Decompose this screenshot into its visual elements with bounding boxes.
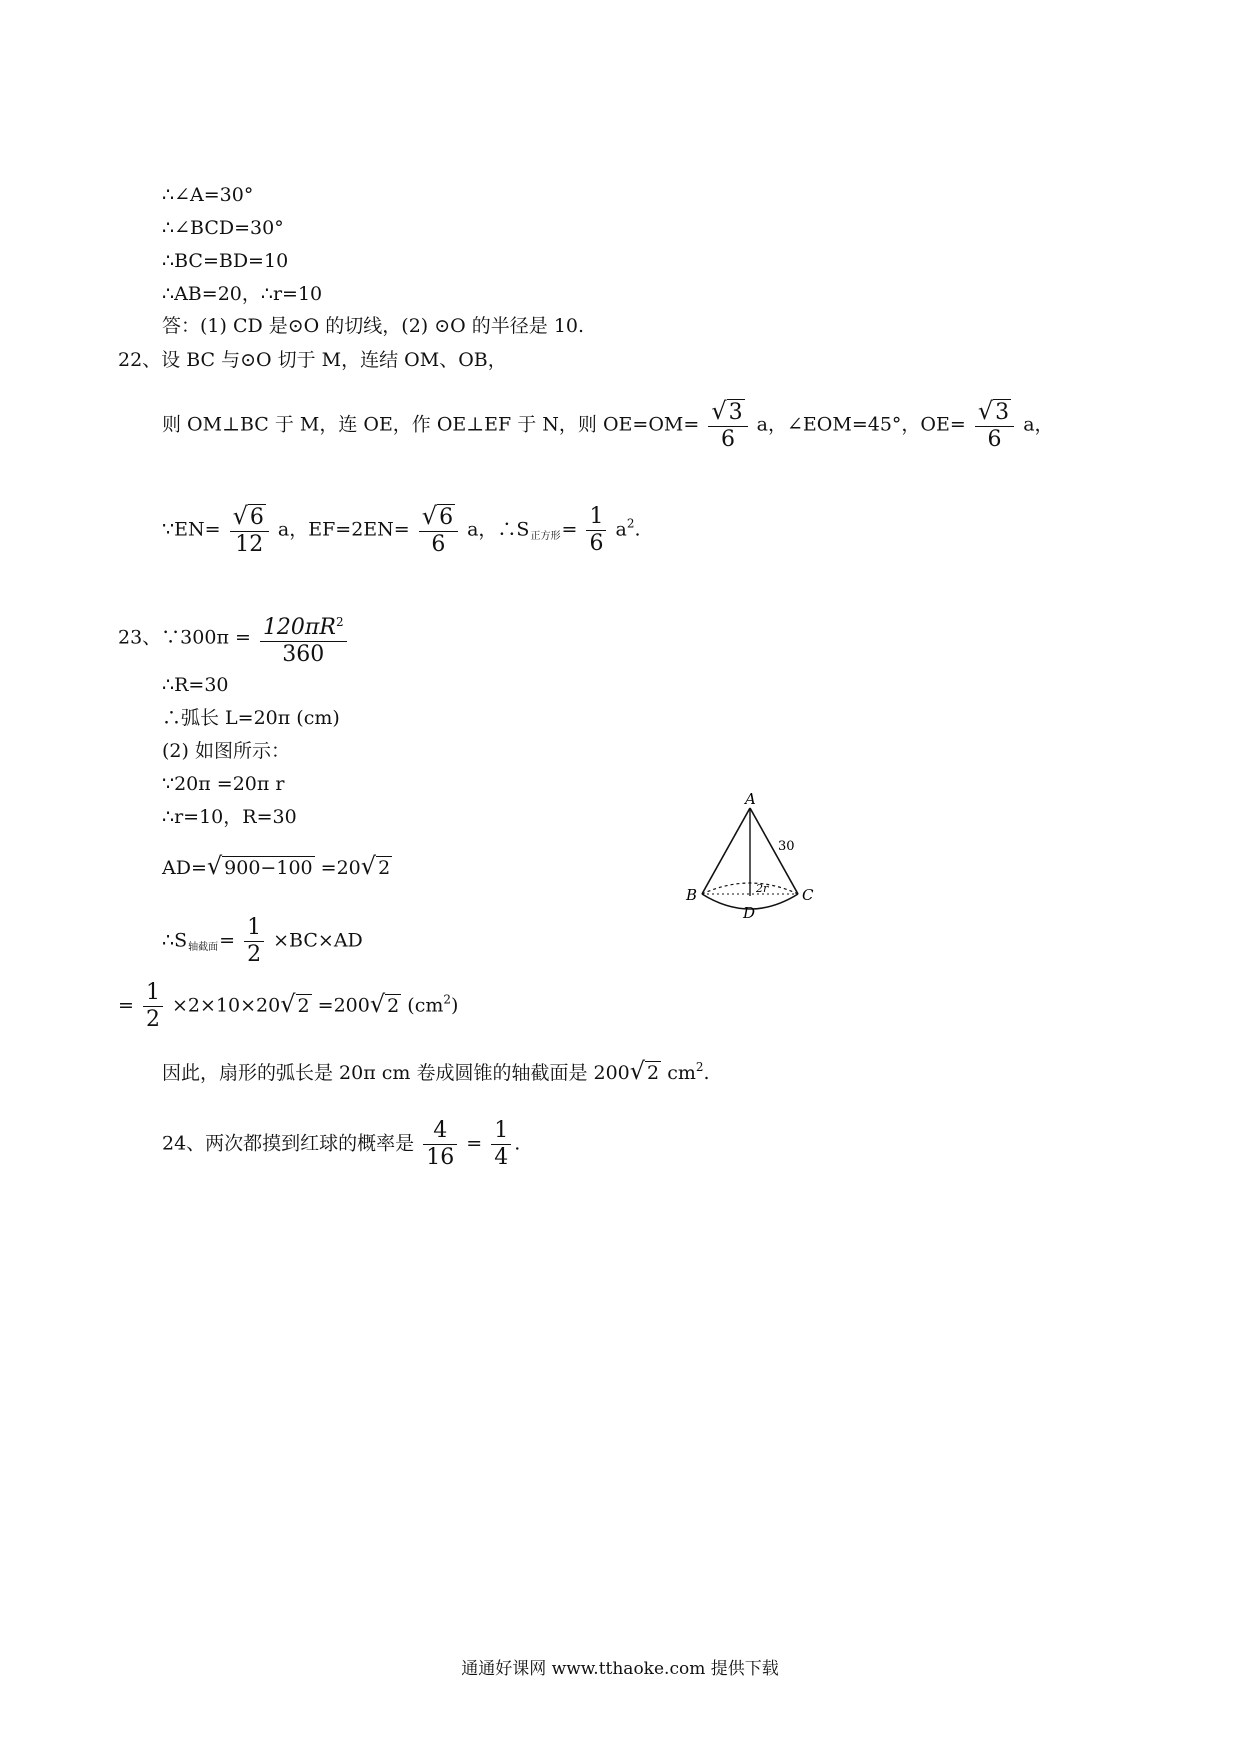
q23-line-3: ∴弧长 L=20π (cm) — [162, 707, 340, 729]
q23-l9-sqrt-1: √ 2 — [280, 989, 310, 1018]
cone-label-B: B — [686, 886, 698, 904]
q21-line-3: ∴BC=BD=10 — [162, 250, 289, 272]
cone-label-30: 30 — [778, 839, 795, 854]
cone-side-left — [702, 808, 750, 894]
q23-l7-sqrt-1: √ 900−100 — [206, 852, 313, 880]
q24-fraction-2: $\frac{1}{4}$ — [491, 1118, 511, 1171]
q22-l3-subscript: 正方形 — [530, 530, 561, 542]
q22-line-1: 22、设 BC 与⊙O 切于 M，连结 OM、OB， — [118, 349, 507, 371]
q23-line-1 — [118, 609, 350, 668]
q21-line-4: ∴AB=20，∴r=10 — [162, 283, 323, 305]
q23-line-8: $\therefore S_{轴截面}=$ $\frac{1}{2}$ ×BC×AD — [162, 915, 363, 967]
q22-l3-fraction-2: $\frac{√6}{6}$ — [419, 503, 458, 558]
q22-l3-text-b: a，EF=2EN= — [277, 518, 410, 541]
q22-l2-text-b: a，∠EOM=45°，OE= — [756, 413, 966, 436]
q22-l3-fraction-3: $\frac{1}{6}$ — [586, 504, 606, 557]
q22-l2-sqrt-2: √3 — [977, 397, 1010, 425]
cone-label-A: A — [745, 790, 756, 808]
q23-l10-sqrt: √ 2 — [629, 1057, 660, 1085]
q22-l3-text-c: a，∴S — [467, 518, 530, 541]
q23-line-5: ∵20π =20π r — [162, 773, 285, 795]
cone-label-2r: 2r — [756, 882, 769, 895]
q24-line: 24、两次都摸到红球的概率是 $\frac{4}{16}$ = $\frac{1}{4}$ . — [162, 1118, 521, 1170]
q23-l9-sqrt-2: √ 2 — [369, 989, 400, 1018]
q21-answer: 答：(1) CD 是⊙O 的切线，(2) ⊙O 的半径是 10. — [162, 315, 585, 337]
q23-line-2: ∴R=30 — [162, 674, 229, 696]
q23-l7-sqrt-2: √ 2 — [360, 852, 391, 880]
cone-label-C: C — [802, 886, 814, 904]
q22-l2-fraction-1: $\frac{√3}{6}$ — [708, 398, 747, 453]
q22-l3-text-a: ∵EN= — [162, 518, 221, 541]
q22-l2-sqrt-1: √3 — [711, 397, 743, 425]
cone-figure — [670, 790, 820, 930]
q23-line-4: (2) 如图所示： — [162, 740, 290, 762]
q21-line-1: ∴∠A=30° — [162, 184, 254, 206]
q23-line-7: AD=√ 900−100 =20√ 2 — [162, 852, 391, 880]
q22-l2-text-c: a， — [1023, 413, 1054, 436]
q23-line-6: ∴r=10，R=30 — [162, 806, 297, 828]
q23-l8-subscript: 轴截面 — [188, 941, 219, 953]
cone-label-D: D — [743, 904, 756, 922]
page-footer: 通通好课网 www.tthaoke.com 提供下载 — [461, 1659, 779, 1679]
q21-line-2: ∴∠BCD=30° — [162, 217, 284, 239]
q22-l2-text-a: 则 OM⊥BC 于 M，连 OE，作 OE⊥EF 于 N，则 OE=OM= — [162, 413, 700, 436]
q24-fraction-1: $\frac{4}{16}$ — [423, 1118, 457, 1171]
q22-line-3: ∵EN= $\frac{√6}{12}$ a，EF=2EN= $\frac{√6}{6}$ a，$\therefore S_{正方形}=$ $\frac{1}{6}$ $a^2$. — [162, 502, 641, 557]
q22-l2-fraction-2: $\frac{√3}{6}$ — [975, 398, 1014, 453]
q23-line-9: = $\frac{1}{2}$ ×2×10×20√ 2 =200√ 2 $(cm^2)$ — [118, 980, 459, 1032]
q22-line-2 — [162, 398, 1054, 453]
q23-l8-fraction: $\frac{1}{2}$ — [244, 915, 264, 968]
q23-l1-text: 23、∵300π = — [118, 626, 251, 649]
q23-l9-fraction: $\frac{1}{2}$ — [143, 980, 163, 1033]
q23-line-10: 因此，扇形的弧长是 20π cm 卷成圆锥的轴截面是 200√ 2 $cm^2$. — [162, 1057, 710, 1085]
q23-l1-fraction: $\frac{120\pi R^2}{360}$ — [260, 609, 347, 668]
q22-l3-fraction-1: $\frac{√6}{12}$ — [230, 503, 269, 558]
